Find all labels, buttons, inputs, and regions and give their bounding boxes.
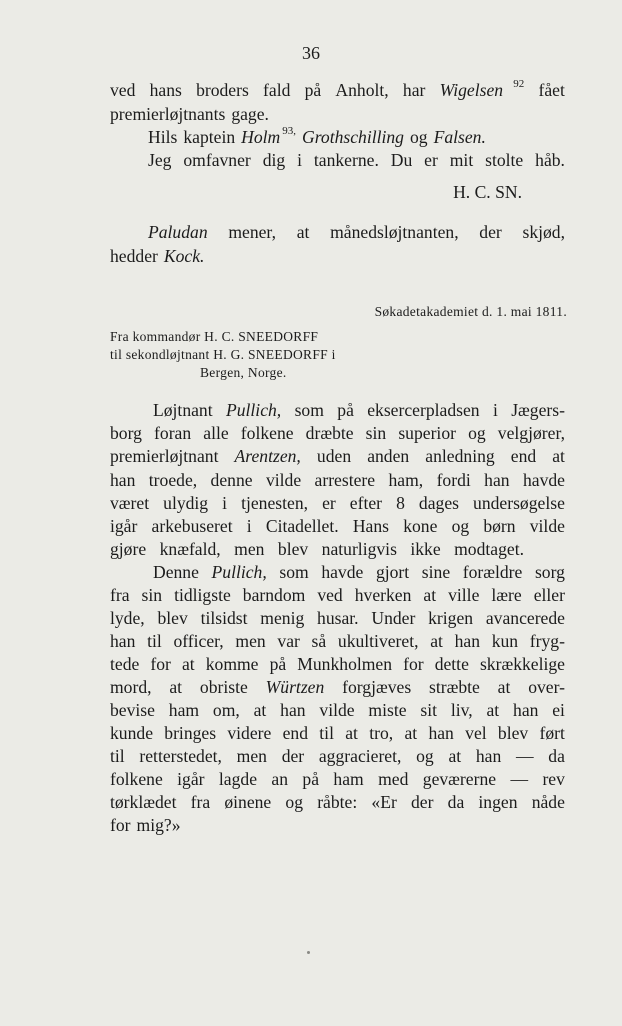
word: til (147, 631, 162, 651)
word: at (552, 446, 565, 466)
word: folkene (110, 769, 163, 789)
word: ei (552, 700, 565, 720)
word: at (181, 654, 195, 674)
text-line (110, 78, 565, 102)
word: premierløjtnant (110, 446, 219, 466)
word: husar. (317, 608, 359, 628)
word: været (110, 493, 150, 513)
word: ham (168, 700, 200, 720)
word: at (486, 700, 500, 720)
word: tilsidst (200, 608, 248, 628)
word: i (492, 400, 498, 420)
word: i (246, 516, 252, 536)
text-line (110, 244, 565, 268)
word: at (253, 700, 267, 720)
word: «Er (371, 792, 397, 812)
word: stolte (485, 150, 524, 170)
paper-speck (307, 951, 310, 954)
word: månedsløjtnanten, (330, 222, 459, 242)
word: fryg- (529, 631, 565, 651)
word: Wigelsen (439, 80, 504, 100)
word: end (510, 446, 537, 466)
word: ville (448, 585, 480, 605)
word: eller (533, 585, 565, 605)
word: Hils (148, 127, 178, 147)
word: at (423, 585, 437, 605)
word: er (424, 150, 438, 170)
word: men (234, 539, 265, 559)
word: knæfald, (159, 539, 221, 559)
word: sit (420, 700, 437, 720)
word: hans (149, 80, 182, 100)
word: havde (321, 562, 364, 582)
word: igår (177, 769, 205, 789)
word: sin (365, 423, 387, 443)
word: blev (157, 608, 188, 628)
word: og (409, 127, 428, 147)
word: broders (196, 80, 249, 100)
word: ingen (478, 792, 518, 812)
word: forgjæves (342, 677, 412, 697)
word: arkebuseret (151, 516, 233, 536)
word: retterstedet, (139, 746, 222, 766)
word: krigen (428, 608, 474, 628)
word: da (548, 746, 565, 766)
word: han (110, 470, 136, 490)
word: for (150, 654, 171, 674)
word: øinene (224, 792, 272, 812)
word: at (448, 746, 462, 766)
word: tankerne. (313, 150, 379, 170)
word: uden (316, 446, 352, 466)
word: og (285, 792, 304, 812)
word: at (497, 677, 511, 697)
word: som (294, 400, 324, 420)
word: rev (542, 769, 565, 789)
word: — (510, 769, 529, 789)
word: han (428, 723, 454, 743)
word: i (297, 150, 302, 170)
word: på (302, 769, 320, 789)
word: ham (333, 769, 364, 789)
word: at (296, 222, 310, 242)
recipient-line: til sekondløjtnant H. G. SNEEDORFF i (110, 347, 336, 362)
word: lagde (218, 769, 258, 789)
word: Würtzen (265, 677, 325, 697)
text-line (110, 767, 565, 791)
word: men (235, 631, 266, 651)
word: på (337, 400, 354, 420)
signature: H. C. SN. (453, 182, 522, 202)
word: med (378, 769, 409, 789)
footnote-ref: 92 (513, 78, 525, 90)
word: Under (371, 608, 416, 628)
word: barndom (242, 585, 306, 605)
word: foran (154, 423, 192, 443)
word: aggracieret, (318, 746, 402, 766)
word: han (484, 470, 510, 490)
word: — (515, 746, 534, 766)
word: at (404, 723, 418, 743)
word: Løjtnant (153, 400, 213, 420)
word: tjenesten, (241, 493, 309, 513)
text-line (110, 606, 565, 630)
word: arrestere (314, 470, 376, 490)
word: anledning (425, 446, 495, 466)
word: Kock. (163, 246, 205, 266)
word: var (277, 631, 300, 651)
word: igår (110, 516, 138, 536)
word: geværerne (422, 769, 497, 789)
word: på (304, 80, 322, 100)
word: menig (260, 608, 305, 628)
word: da (447, 792, 465, 812)
word: dig (262, 150, 286, 170)
word: mord, (110, 677, 152, 697)
text-line (110, 102, 565, 126)
word: vel (465, 723, 487, 743)
word: blev (497, 723, 529, 743)
word: ved (317, 585, 343, 605)
word: til (319, 723, 334, 743)
word: tro, (369, 723, 394, 743)
page-number: 36 (302, 43, 320, 63)
word: dages (418, 493, 459, 513)
word: Grothschilling (302, 127, 404, 147)
word: premierløjtnants (110, 104, 226, 124)
text-line (110, 744, 565, 768)
word: troede, (148, 470, 198, 490)
text-line (110, 813, 565, 837)
text-line (110, 698, 565, 722)
word: liv, (450, 700, 473, 720)
word: hedder (110, 246, 158, 266)
word: har (402, 80, 426, 100)
word: og (451, 516, 470, 536)
word: nåde (531, 792, 565, 812)
word: an (271, 769, 289, 789)
word: stræbte (429, 677, 480, 697)
word: superior (398, 423, 456, 443)
word: over- (528, 677, 565, 697)
word: ikke (410, 539, 441, 559)
word: Arentzen, (234, 446, 301, 466)
word: kunde (110, 723, 153, 743)
word: at (345, 723, 358, 743)
word: fald (263, 80, 291, 100)
word: han (475, 746, 502, 766)
word: Pullich, (225, 400, 282, 420)
word: Anholt, (335, 80, 389, 100)
dateline: Søkadetakademiet d. 1. mai 1811. (374, 304, 567, 319)
text-line (110, 790, 565, 814)
word: gjort (375, 562, 410, 582)
word: tede (110, 654, 140, 674)
word: hverken (354, 585, 412, 605)
word: denne (210, 470, 253, 490)
word: videre (227, 723, 272, 743)
word: at (169, 677, 183, 697)
word: til (110, 746, 125, 766)
text-line (110, 444, 565, 468)
word: fra (110, 585, 130, 605)
text-line (110, 652, 565, 676)
word: modtaget. (454, 539, 524, 559)
word: om, (212, 700, 240, 720)
text-line (110, 675, 565, 699)
word: velgjører, (497, 423, 565, 443)
text-line (110, 421, 565, 445)
word: lære (491, 585, 522, 605)
text-line (148, 148, 565, 172)
word: sine (421, 562, 451, 582)
word: anden (367, 446, 410, 466)
word: lyde, (110, 608, 145, 628)
place-line: Bergen, Norge. (200, 365, 287, 380)
word: der (281, 746, 305, 766)
word: efter (349, 493, 383, 513)
word: skrækkelige (479, 654, 565, 674)
word: ham, (388, 470, 424, 490)
word: mit (449, 150, 474, 170)
word: Denne (153, 562, 199, 582)
word: sin (141, 585, 163, 605)
word: sorg (534, 562, 565, 582)
word: på (269, 654, 287, 674)
word: avancerede (485, 608, 565, 628)
text-line (110, 514, 565, 538)
word: folkene (240, 423, 294, 443)
word: skjød, (522, 222, 565, 242)
word: fået (538, 80, 565, 100)
word: fordi (436, 470, 471, 490)
word: råbte: (317, 792, 358, 812)
word: Jeg (148, 150, 172, 170)
word: naturligvis (321, 539, 397, 559)
text-line (110, 629, 565, 653)
word: og (468, 423, 486, 443)
word: er (322, 493, 336, 513)
word: alle (203, 423, 229, 443)
text-line (110, 468, 565, 492)
text-line (110, 721, 565, 745)
word: bringes (164, 723, 217, 743)
word: vilde (529, 516, 565, 536)
word: han (513, 700, 539, 720)
word: officer, (173, 631, 224, 651)
text-line (153, 398, 565, 422)
word: Du (390, 150, 413, 170)
word: vilde (319, 700, 355, 720)
word: Falsen. (433, 127, 486, 147)
text-line (153, 560, 565, 584)
word: dræbte (305, 423, 354, 443)
word: undersøgelse (473, 493, 565, 513)
word: men (236, 746, 267, 766)
word: havde (522, 470, 565, 490)
word: Jægers- (511, 400, 565, 420)
word: Citadellet. (265, 516, 339, 536)
word: der (411, 792, 434, 812)
word: der (479, 222, 502, 242)
text-line (110, 537, 524, 561)
word: ukultiveret, (337, 631, 419, 651)
word: 8 (396, 493, 405, 513)
word: i (222, 493, 228, 513)
word: eksercerpladsen (367, 400, 480, 420)
word: kun (491, 631, 519, 651)
text-line (148, 125, 565, 149)
word: og (416, 746, 434, 766)
word: så (311, 631, 327, 651)
word: mener, (228, 222, 276, 242)
word: han (110, 631, 136, 651)
word: Pullich, (211, 562, 267, 582)
word: håb. (535, 150, 565, 170)
sender-line: Fra kommandør H. C. SNEEDORFF (110, 329, 319, 344)
word: mig?» (136, 815, 181, 835)
word: ved (110, 80, 136, 100)
word: at (430, 631, 443, 651)
footnote-ref: 93, (282, 125, 296, 137)
text-line (110, 491, 565, 515)
word: som (279, 562, 309, 582)
word: blev (277, 539, 309, 559)
word: dette (434, 654, 469, 674)
word: børn (483, 516, 516, 536)
text-line (148, 220, 565, 244)
word: han (280, 700, 306, 720)
word: obriste (199, 677, 248, 697)
word: kone (403, 516, 438, 536)
word: miste (368, 700, 407, 720)
word: vilde (265, 470, 302, 490)
word: tidligste (174, 585, 231, 605)
word: bevise (110, 700, 155, 720)
word: borg (110, 423, 142, 443)
word: Munkholmen (297, 654, 393, 674)
word: komme (205, 654, 259, 674)
word: ført (539, 723, 565, 743)
word: han (454, 631, 480, 651)
word: gage. (231, 104, 269, 124)
word: tørklædet (110, 792, 177, 812)
word: Paludan (148, 222, 208, 242)
word: kaptein (183, 127, 236, 147)
word: for (110, 815, 131, 835)
word: for (403, 654, 424, 674)
text-line (110, 583, 565, 607)
word: forældre (462, 562, 523, 582)
word: Holm (241, 127, 281, 147)
word: Hans (352, 516, 390, 536)
word: ulydig (163, 493, 209, 513)
word: omfavner (183, 150, 251, 170)
word: gjøre (110, 539, 147, 559)
word: fra (190, 792, 211, 812)
word: end (282, 723, 309, 743)
